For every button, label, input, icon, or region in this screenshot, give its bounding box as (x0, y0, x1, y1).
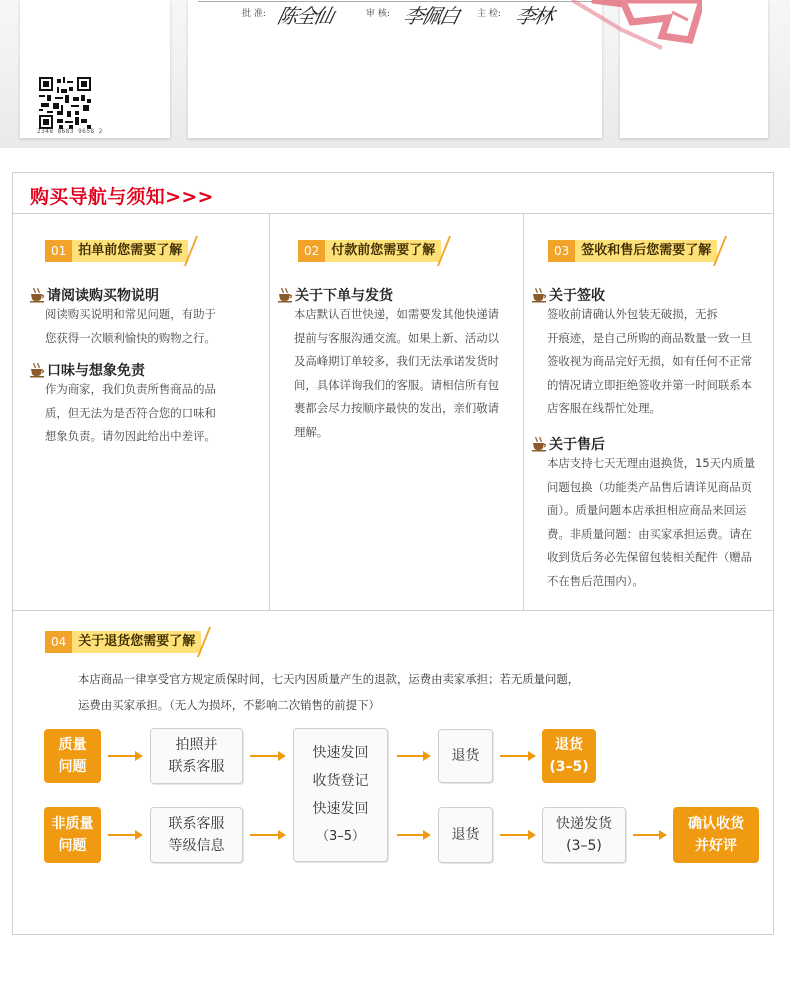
coffee-cup-icon (531, 436, 547, 452)
section-number: 01 (45, 240, 72, 262)
item-heading (29, 285, 159, 305)
arrow-icon (250, 751, 286, 761)
body-line: 您获得一次顺利愉快的购物之行。 (45, 330, 216, 345)
guide-title: 购买导航与须知>>> (30, 186, 214, 208)
arrow-icon (633, 830, 667, 840)
section-number: 04 (45, 631, 72, 653)
red-stamp (512, 0, 702, 56)
tag-slash-decoration (188, 236, 202, 266)
body-line: 及高峰期订单较多，我们无法承诺发货时 (294, 354, 500, 368)
ship-back-box: 快递发货 (3–5) (542, 807, 626, 863)
section-number: 02 (298, 240, 325, 262)
arrow-icon (397, 751, 431, 761)
body-line: 问题包换（功能类产品售后请详见商品页 (547, 479, 753, 494)
body-line: 本店默认百世快递，如需要发其他快递请 (294, 307, 500, 321)
body-line: 作为商家，我们负责所售商品的品 (45, 382, 216, 396)
body-line: 阅读购买说明和常见问题，有助于 (45, 307, 216, 321)
body-line: 理解。 (294, 424, 329, 439)
arrow-icon (108, 830, 143, 840)
returns-description (78, 666, 579, 718)
confirm-receipt-box: 确认收货 并好评 (673, 807, 759, 863)
non-quality-issue-box: 非质量 问题 (44, 807, 101, 863)
photo-contact-box: 拍照并 联系客服 (150, 728, 243, 784)
body-line: 想象负责。请勿因此给出中差评。 (45, 429, 216, 443)
arrow-icon (500, 830, 536, 840)
tag-slash-decoration (201, 627, 215, 657)
body-line: 裹都会尽力按顺序最快的发出，亲们敬请 (294, 401, 500, 415)
body-line: 质，但无法为是否符合您的口味和 (45, 405, 216, 420)
body-line: 间，具体详询我们的客服。请相信所有包 (294, 377, 500, 392)
body-line: 面）。质量问题本店承担相应商品来回运 (547, 503, 747, 517)
contact-register-box: 联系客服 等级信息 (150, 807, 243, 863)
body-line: 运费由买家承担。（无人为损坏，不影响二次销售的前提下） (78, 698, 380, 712)
section-tag-04 (45, 627, 215, 657)
body-line: 开痕迹，是自己所购的商品数量一致一旦 (547, 330, 753, 345)
return-box-2: 退货 (438, 807, 493, 863)
body-line: 的情况请立即拒绝签收并第一时间联系本 (547, 377, 753, 392)
flow-step-text: 收货登记 (312, 773, 369, 789)
body-line: 签收视为商品完好无损，如有任何不正常 (547, 354, 753, 368)
title-divider (13, 213, 773, 214)
section-label: 签收和售后您需要了解 (575, 240, 717, 262)
item-body (45, 378, 216, 449)
tag-slash-decoration (717, 236, 731, 266)
heading-text: 关于签收 (549, 288, 605, 304)
heading-text: 关于下单与发货 (295, 288, 393, 304)
flow-step-text: （3–5） (315, 829, 366, 844)
section-tag-02 (298, 236, 455, 266)
barcode-number: 2348 8683 9658 2 (37, 128, 103, 135)
coffee-cup-icon (531, 287, 547, 303)
section-label: 拍单前您需要了解 (72, 240, 188, 262)
body-line: 提前与客服沟通交流。如果上新、活动以 (294, 330, 500, 345)
refund-box: 退货 (3–5) (542, 729, 596, 783)
return-box-1: 退货 (438, 729, 493, 783)
column-divider-1 (269, 214, 270, 610)
heading-text: 关于售后 (549, 437, 605, 453)
heading-text: 请阅读购买物说明 (47, 288, 159, 304)
section-tag-01 (45, 236, 202, 266)
express-return-box (293, 728, 388, 862)
item-heading (531, 434, 605, 454)
body-line: 本店商品一律享受官方规定质保时间，七天内因质量产生的退款，运费由卖家承担；若无质量问题， (78, 672, 580, 686)
section-number: 03 (548, 240, 575, 262)
review-signature: 李佩白 (401, 4, 461, 28)
column-divider-2 (523, 214, 524, 610)
flow-step-text: 快速发回 (312, 801, 369, 817)
arrow-icon (397, 830, 431, 840)
inspect-label: 主 检: (477, 9, 501, 19)
arrow-icon (108, 751, 143, 761)
item-body (547, 452, 755, 593)
item-heading (29, 360, 145, 380)
approve-signature: 陈全仙 (275, 4, 335, 28)
approve-label: 批 准: (242, 9, 266, 19)
coffee-cup-icon (29, 287, 45, 303)
body-line: 不在售后范围内）。 (547, 573, 644, 588)
flow-step-text: 快速发回 (312, 745, 369, 761)
item-heading (531, 285, 605, 305)
section-label: 付款前您需要了解 (325, 240, 441, 262)
tag-slash-decoration (441, 236, 455, 266)
review-label: 审 核: (366, 9, 390, 19)
body-line: 收到货后务必先保留包装相关配件（赠品 (547, 550, 753, 564)
qr-code (39, 77, 91, 129)
heading-text: 口味与想象免责 (47, 363, 145, 379)
section-label: 关于退货您需要了解 (72, 631, 201, 653)
quality-issue-box: 质量 问题 (44, 729, 101, 783)
body-line: 店客服在线帮忙处理。 (547, 401, 661, 415)
section-tag-03 (548, 236, 731, 266)
arrow-icon (500, 751, 536, 761)
arrow-icon (250, 830, 286, 840)
body-line: 签收前请确认外包装无破损，无拆 (547, 307, 718, 321)
body-line: 本店支持七天无理由退换货，15天内质量 (547, 456, 756, 470)
section-divider (13, 610, 773, 611)
item-body (294, 303, 499, 444)
coffee-cup-icon (277, 287, 293, 303)
item-body (547, 303, 752, 421)
body-line: 费。非质量问题：由买家承担运费。请在 (547, 526, 753, 541)
item-heading (277, 285, 393, 305)
coffee-cup-icon (29, 362, 45, 378)
inspect-signature: 李林 (513, 4, 555, 28)
item-body (45, 303, 216, 350)
